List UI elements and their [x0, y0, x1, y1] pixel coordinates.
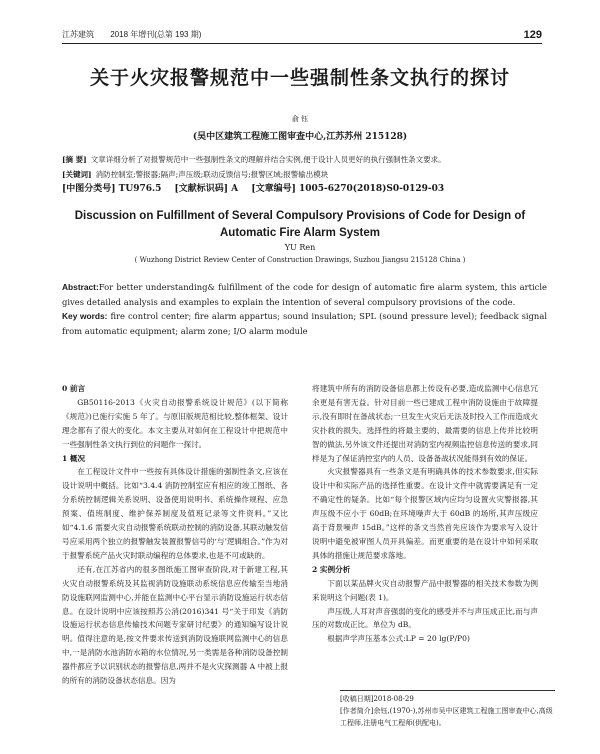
article-number: [文章编号] 1005-6270(2018)S0-0129-03: [251, 184, 445, 194]
paragraph: 将建筑中所有的消防设备信息都上传设有必要,造成监测中心信息冗余更是有害无益。针对目前一些已建成工程中消防设施由于故障提示,没有即时在备战状态;一旦发生火灾后无法及时投入工作而造成火灾扑救的损失。选择性的将最主要的、最需要的信息上传并比较明智的做法,另外该文件还提出对消防室内视频监控信息传送的要求,同样是为了保证消控室内的人员、设备备战状况能得到有效的保证。: [312, 384, 538, 463]
author-english: YU Ren: [284, 243, 316, 252]
paragraph: 根据声学声压基本公式:LP = 20 lg(P/P0): [327, 634, 470, 644]
abstract-english: [62, 280, 547, 309]
affiliation-english: ( Wuzhong District Review Center of Construction Drawings, Suzhou Jiangsu 215128 China ): [134, 256, 466, 264]
abstract-chinese: [62, 152, 547, 167]
section-heading-overview: 1 概况: [62, 453, 86, 463]
keywords-english-text: fire control center; fire alarm appartus; sound insulation; SPL (sound pressure level); feedback signal from automatic equipment; alarm zone; I/O alarm module: [62, 311, 547, 336]
keywords-english-label: Key words:: [62, 311, 108, 321]
affiliation-chinese: (吴中区建筑工程施工图审查中心,江苏苏州 215128): [192, 132, 408, 142]
document-code: [文献标识码] A: [174, 184, 239, 194]
page-number: 129: [523, 29, 542, 41]
keywords-english: [62, 309, 547, 338]
section-heading-example: 2 实例分析: [312, 564, 351, 574]
paragraph: 还有,在江苏省内的很多图纸施工图审查阶段,对于新建工程,其火灾自动报警系统及其监视消防设施联动系统信息应传输至当地消防设施联网监测中心,并能在监测中心平台显示消防设施运行状态信息。在设计说明中应该按照苏公消(2016)341 号“关于印发《消防设施运行状态信息传输技术问题专家研讨纪要》的通知编写设计说明。值得注意的是,按文件要求传送到消防设施联网监测中心的信息中,一是消防水池消防水箱的水位情况,另一类需是各种消防设备控制器件都应予以识别状态的报警信息,两并不是火灾探测器 A 中被上报的所有的消防设备状态信息。因为: [62, 564, 288, 686]
author-bio: [作者简介]余钰,(1970-),苏州市吴中区建筑工程施工图审查中心,高级工程师,注册电气工程师(供配电)。: [340, 707, 553, 727]
clc-number: [中图分类号] TU976.5: [62, 184, 162, 194]
issue-label: 2018 年增刊(总第 193 期): [110, 30, 202, 39]
paragraph: 声压级,人耳对声音强弱的变化的感受并不与声压成正比,而与声压的对数成正比。单位为 dB。: [312, 606, 538, 630]
keywords-chinese-label: [关键词]: [62, 170, 92, 179]
chinese-metadata: [62, 152, 547, 197]
body-column-left: [62, 382, 288, 688]
footnote: [340, 690, 555, 729]
paragraph: GB50116-2013《火灾自动报警系统设计规范》(以下简称《规范》)已施行实施 5 年了。与原旧版规范相比较,整体框架、设计理念都有了很大的变化。本文主要从对如何在工程设计中把规范中一些强制性条文执行到位的问题作一探讨。: [62, 397, 288, 449]
paragraph: 火灾报警器具有一些条文是有明确具体的技术参数要求,但实际设计中和实际产品的选择性重要。在设计文件中就需要满足有一定不确定性的疑条。比如“每个报警区域内应均匀设置火灾警报器,其声压级不应小于 60dB;在环境噪声大于 60dB 的场所,其声压级应高于背景噪声 15dB。”这样的条文当然首先应该作为要求写入设计说明中避免被审图人员开具偏差。而更重要的是在设计中如何采取具体的措施让规范要求落地。: [312, 467, 538, 560]
paragraph: 在工程设计文件中一些按有具体设计措施的强制性条文,应该在设计说明中概括。比如“3.4.4 消防控制室应有相应的竣工图纸、各分系统控制逻辑关系说明、设备使用说明书、系统操作规程、应急预案、值班制度、维护保养制度及值班记录等文件资料。”又比如“4.1.6 需要火灾自动报警系统联动控制的消防设备,其联动触发信号应采用两个独立的报警触发装置报警信号的‘与’逻辑组合。”作为对于报警系统产品火灾时联动编程的总体要求,也是不可或缺的。: [62, 467, 288, 560]
classification-row: [62, 182, 547, 197]
received-date: [收稿日期]2018-08-29: [340, 695, 414, 703]
journal-name: 江苏建筑: [62, 30, 94, 39]
abstract-english-block: [62, 280, 547, 338]
abstract-chinese-text: 文章详细分析了对报警规范中一些强制性条文的理解并结合实例,便于设计人员更好的执行强制性条文要求。: [90, 155, 446, 164]
body-column-right: [312, 382, 538, 646]
title-english: Discussion on Fulfillment of Several Compulsory Provisions of Code for Design of Automatic Fire Alarm System: [74, 210, 526, 239]
abstract-english-text: For better understanding& fulfillment of the code for design of automatic fire alarm system, this article gives detailed analysis and examples to explain the intention of several compulsory provisions of the code.: [62, 282, 547, 307]
author-chinese: 俞 钰: [291, 115, 309, 123]
abstract-english-label: Abstract:: [62, 282, 99, 292]
section-heading-intro: 0 前言: [62, 384, 86, 393]
paragraph: 下面以某品牌火灾自动报警产品中报警器的相关技术参数为例来说明这个问题(表 1)。: [312, 578, 538, 602]
running-header: [62, 29, 542, 44]
keywords-chinese: [62, 167, 547, 182]
abstract-chinese-label: [摘 要]: [62, 155, 87, 164]
keywords-chinese-text: 消防控制室;警报器;隔声;声压级;联动反馈信号;报警区域;报警输出模块: [95, 170, 329, 179]
title-chinese: 关于火灾报警规范中一些强制性条文执行的探讨: [89, 68, 510, 89]
